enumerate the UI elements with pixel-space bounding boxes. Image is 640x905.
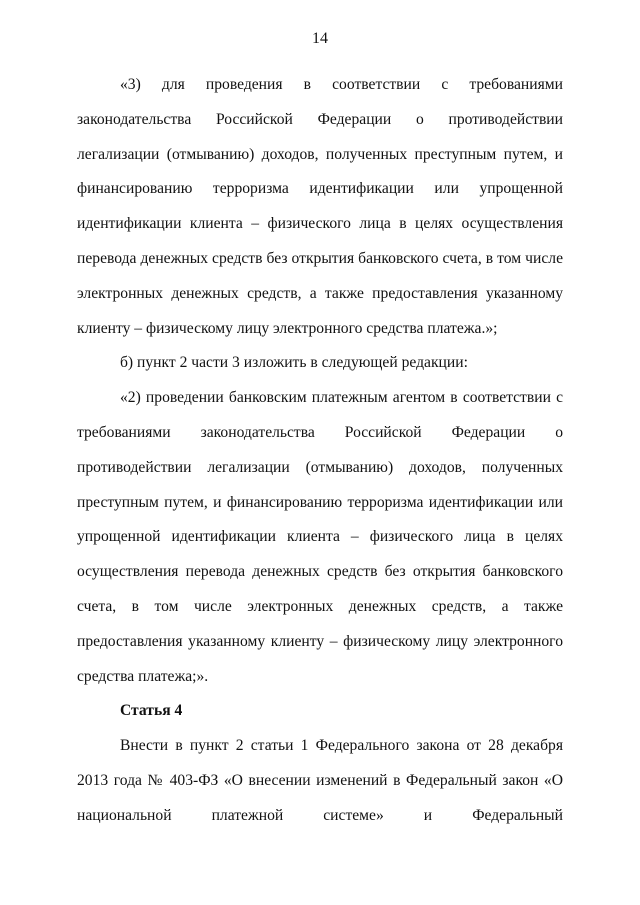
paragraph-clause-3: «3) для проведения в соответствии с требованиями законодательства Российской Федерации о противодействии легализации (отмыванию) доходов, полученных преступным путем, и финансированию терроризма идентификации или упрощенной идентификации клиента – физического лица в целях осуществления перевода денежных средств без открытия банковского счета, в том числе электронных денежных средств, а также предоставления указанному клиенту – физическому лицу электронного средства платежа.»; xyxy=(77,76,563,337)
article-paragraph: Внести в пункт 2 статьи 1 Федерального закона от 28 декабря 2013 года № 403-ФЗ «О внесении изменений в Федеральный закон «О национальной платежной системе» и Федеральный xyxy=(77,737,563,824)
article-heading: Статья 4 xyxy=(120,702,183,720)
paragraph-subclause-b: б) пункт 2 части 3 изложить в следующей редакции: xyxy=(120,354,468,372)
page-number: 14 xyxy=(312,30,328,47)
document-body xyxy=(77,68,563,834)
paragraph-clause-2: «2) проведении банковским платежным агентом в соответствии с требованиями законодательства Российской Федерации о противодействии легализации (отмыванию) доходов, полученных преступным путем, и финансированию терроризма идентификации или упрощенной идентификации клиента – физического лица в целях осуществления перевода денежных средств без открытия банковского счета, в том числе электронных денежных средств, а также предоставления указанному клиенту – физическому лицу электронного средства платежа;». xyxy=(77,389,563,685)
